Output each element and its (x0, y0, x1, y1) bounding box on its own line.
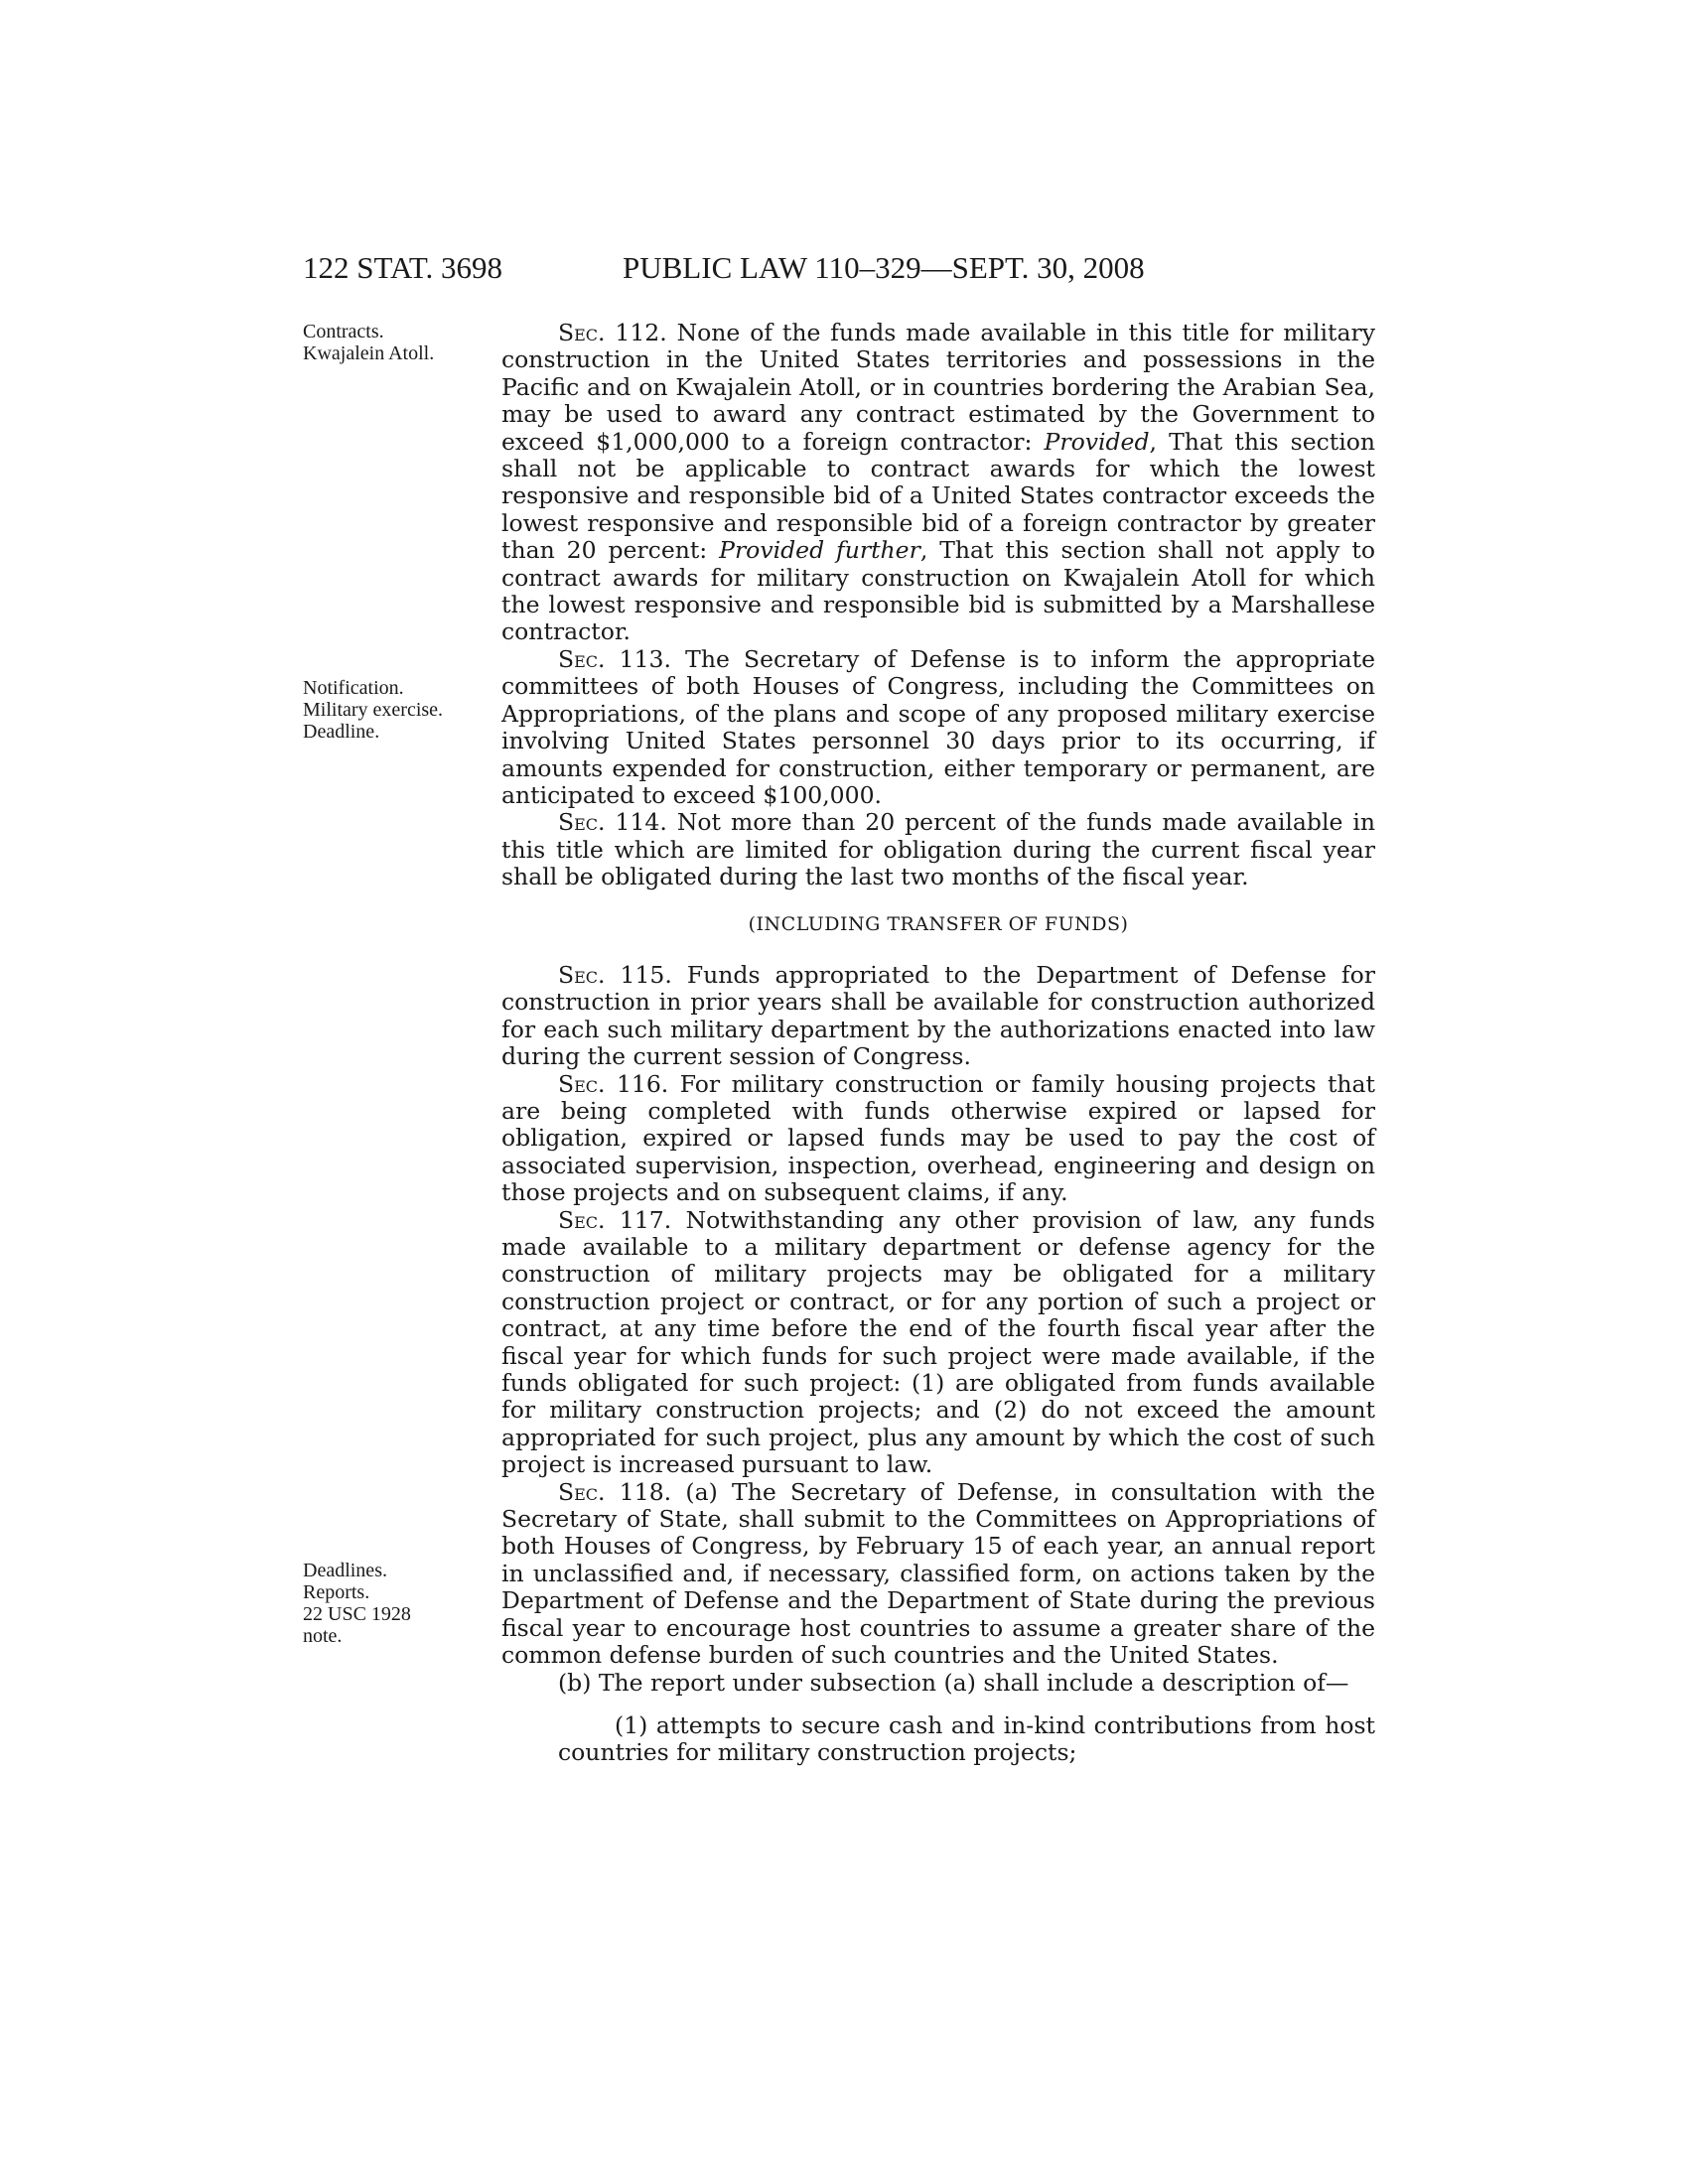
section-114 (501, 809, 1375, 890)
margin-note-line: Kwajalein Atoll. (303, 342, 435, 364)
section-text: , That this section shall not apply to contract awards for military construction on Kwajalein Atoll for which the lowest responsive and responsible bid is submitted by a Marshallese contractor. (501, 536, 1375, 646)
section-label: Sec (558, 808, 599, 837)
margin-note-line: Reports. (303, 1581, 370, 1603)
margin-note-line: Deadlines. (303, 1560, 387, 1581)
section-113 (501, 646, 1375, 809)
margin-note-sec113 (303, 677, 443, 743)
public-law-title: PUBLIC LAW 110–329—SEPT. 30, 2008 (623, 250, 1145, 285)
statute-page-number: 122 STAT. 3698 (303, 250, 503, 285)
section-text: (a) The Secretary of Defense, in consultation with the Secretary of State, shall submit to the Committees on Appropriations of both Houses of Congress, by February 15 of each year, an annual report in unclassified and, if necessary, classified form, on actions taken by the Department of Defense and the Department of State during the previous fiscal year to encourage host countries to assume a greater share of the common defense burden of such countries and the United States. (501, 1477, 1376, 1670)
document-body (501, 320, 1375, 1767)
proviso-italic: Provided (1044, 427, 1150, 456)
margin-note-line: note. (303, 1625, 343, 1647)
section-number: . 118. (598, 1477, 672, 1506)
section-text: Not more than 20 percent of the funds made available in this title which are limited for obligation during the current fiscal year shall be obligated during the last two months of the fiscal year. (501, 808, 1376, 891)
section-number: . 114. (598, 808, 667, 837)
section-text: Funds appropriated to the Department of Defense for construction in prior years shall be available for construction authorized for each such military department by the authorizations enacted into law during the current session of Congress. (501, 960, 1375, 1071)
section-112 (501, 320, 1375, 646)
section-number: . 117. (598, 1205, 672, 1234)
section-text: For military construction or family housing projects that are being completed with funds otherwise expired or lapsed for obligation, expired or lapsed funds may be used to pay the cost of associated supervision, inspection, overhead, engineering and design on those projects and on subsequent claims, if any. (501, 1069, 1375, 1207)
section-number: . 113. (598, 644, 671, 673)
margin-note-line: Notification. (303, 677, 404, 699)
section-text: None of the funds made available in this title for military construction in the United States territories and possessions in the Pacific and on Kwajalein Atoll, or in countries bordering the Arabian Sea, may be used to award any contract estimated by the Government to exceed $1,000,000 to a foreign contractor: (501, 319, 1375, 456)
section-118-b-item-1: (1) attempts to secure cash and in-kind contributions from host countries for military construction projects; (558, 1710, 1375, 1767)
section-116 (501, 1071, 1375, 1207)
running-header (303, 250, 1375, 290)
section-115 (501, 962, 1375, 1071)
margin-note-line: 22 USC 1928 (303, 1603, 411, 1625)
margin-note-line: Military exercise. (303, 699, 444, 721)
margin-note-sec118 (303, 1560, 411, 1647)
section-text: Notwithstanding any other provision of law, any funds made available to a military department or defense agency for the construction of military projects may be obligated for a military construction project or contract, or for any portion of such a project or contract, at any time before the end of the fourth fiscal year after the fiscal year for which funds for such project were made available, if the funds obligated for such project: (1) are obligated from funds available for military construction projects; and (2) do not exceed the amount appropriated for such project, plus any amount by which the cost of such project is increased pursuant to law. (501, 1205, 1375, 1479)
section-label: Sec (558, 960, 599, 989)
margin-note-sec112 (303, 321, 434, 364)
section-117 (501, 1207, 1375, 1479)
section-text: The Secretary of Defense is to inform the appropriate committees of both Houses of Congress, including the Committees on Appropriations, of the plans and scope of any proposed military exercise involving United States personnel 30 days prior to its occurring, if amounts expended for construction, either temporary or permanent, are anticipated to exceed $100,000. (501, 644, 1375, 809)
section-number: . 115. (598, 960, 672, 989)
margin-note-line: Contracts. (303, 321, 384, 342)
proviso-italic: Provided further (719, 536, 920, 565)
section-label: Sec (558, 644, 599, 673)
subheading-transfer-of-funds: (INCLUDING TRANSFER OF FUNDS) (748, 912, 1129, 935)
section-text: , That this section shall not be applicable to contract awards for which the lowest responsive and responsible bid of a United States contractor exceeds the lowest responsive and responsible bid of a foreign contractor by greater than 20 percent: (501, 427, 1376, 565)
section-number: . 116. (598, 1069, 669, 1098)
section-118-a (501, 1479, 1375, 1670)
section-number: . 112. (598, 319, 667, 346)
section-118-b: (b) The report under subsection (a) shall include a description of— (558, 1668, 1349, 1697)
section-label: Sec (558, 1069, 599, 1098)
section-label: Sec (558, 1477, 599, 1506)
section-label: Sec (558, 319, 599, 346)
section-label: Sec (558, 1205, 599, 1234)
margin-note-line: Deadline. (303, 721, 380, 743)
